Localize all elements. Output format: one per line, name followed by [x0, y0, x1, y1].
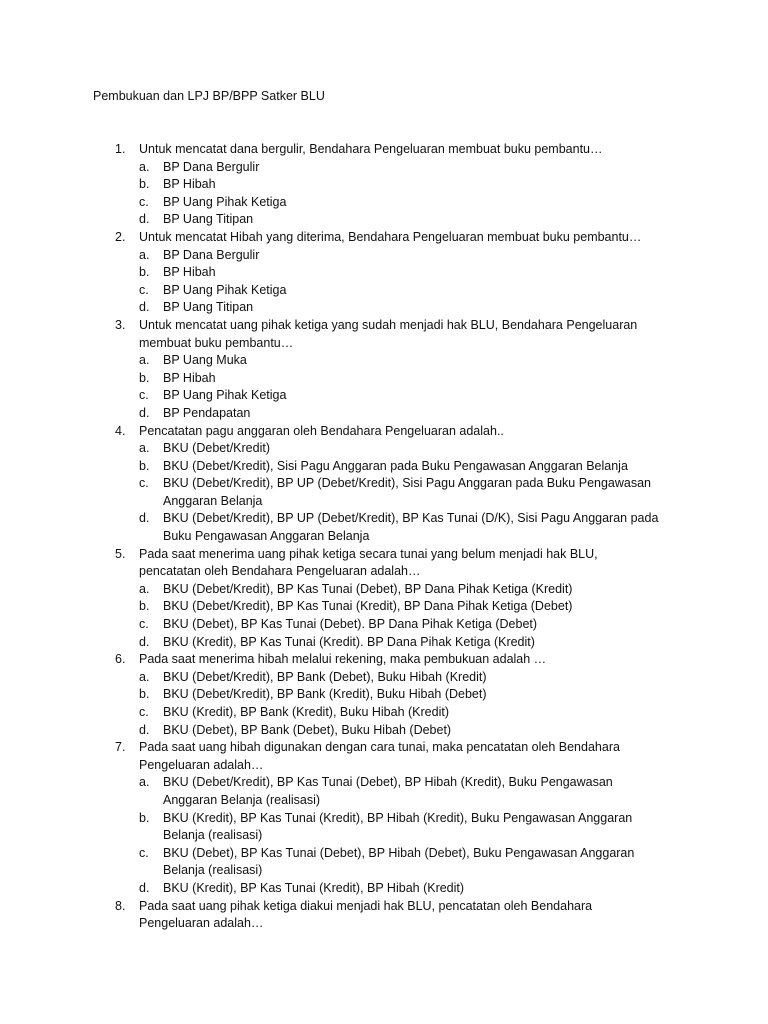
answer-option: [139, 370, 683, 388]
answer-option: [139, 405, 683, 423]
option-letter: c.: [139, 617, 149, 632]
option-text: BKU (Debet), BP Kas Tunai (Debet), BP Hibah (Debet), Buku Pengawasan Anggaran Belanja (realisasi): [163, 845, 635, 878]
option-text: BKU (Debet/Kredit), BP UP (Debet/Kredit), BP Kas Tunai (D/K), Sisi Pagu Anggaran pada Buku Pengawasan Anggaran Belanja: [163, 511, 659, 544]
answer-option: [139, 880, 683, 898]
option-letter: d.: [139, 212, 150, 227]
answer-option: [139, 510, 683, 545]
answer-option: [139, 475, 683, 510]
answer-option: [139, 774, 683, 809]
question-item: [93, 141, 683, 229]
option-text: BP Uang Pihak Ketiga: [163, 388, 287, 403]
option-text: BKU (Debet/Kredit): [163, 441, 270, 456]
answer-option: [139, 264, 683, 282]
option-letter: c.: [139, 282, 149, 297]
document-title: Pembukuan dan LPJ BP/BPP Satker BLU: [93, 89, 325, 103]
answer-option: [139, 387, 683, 405]
option-text: BP Dana Bergulir: [163, 247, 260, 262]
question-text: Pencatatan pagu anggaran oleh Bendahara Pengeluaran adalah..: [139, 423, 504, 438]
option-text: BKU (Debet/Kredit), Sisi Pagu Anggaran pada Buku Pengawasan Anggaran Belanja: [163, 458, 628, 473]
option-letter: b.: [139, 370, 150, 385]
option-text: BKU (Debet/Kredit), BP Kas Tunai (Debet), BP Hibah (Kredit), Buku Pengawasan Anggaran Belanja (realisasi): [163, 775, 613, 807]
option-letter: b.: [139, 458, 150, 473]
answer-option: [139, 810, 683, 845]
answer-option: [139, 634, 683, 652]
option-text: BP Uang Pihak Ketiga: [163, 282, 287, 297]
answer-option: [139, 159, 683, 177]
answer-option: [139, 458, 683, 476]
option-letter: c.: [139, 388, 149, 403]
option-text: BP Hibah: [163, 370, 216, 385]
option-text: BP Uang Titipan: [163, 300, 254, 315]
answer-option: [139, 845, 683, 880]
answer-option: [139, 211, 683, 229]
option-text: BP Uang Pihak Ketiga: [163, 194, 287, 209]
option-letter: a.: [139, 159, 150, 174]
answer-option: [139, 282, 683, 300]
option-letter: d.: [139, 511, 150, 526]
answer-option: [139, 247, 683, 265]
option-letter: a.: [139, 581, 150, 596]
option-text: BP Dana Bergulir: [163, 159, 260, 174]
option-letter: b.: [139, 177, 150, 192]
option-text: BKU (Kredit), BP Kas Tunai (Kredit), BP Hibah (Kredit), Buku Pengawasan Anggaran Belanja (realisasi): [163, 810, 633, 843]
answer-option: [139, 440, 683, 458]
question-number: 7.: [115, 740, 126, 755]
option-letter: d.: [139, 405, 150, 420]
answer-option: [139, 299, 683, 317]
option-text: BKU (Debet/Kredit), BP UP (Debet/Kredit), Sisi Pagu Anggaran pada Buku Pengawasan Anggaran Belanja: [163, 476, 652, 508]
option-text: BP Hibah: [163, 265, 216, 280]
option-letter: b.: [139, 265, 150, 280]
question-item: [93, 423, 683, 546]
option-text: BKU (Debet/Kredit), BP Bank (Kredit), Buku Hibah (Debet): [163, 687, 487, 702]
question-list: [93, 141, 683, 933]
question-item: [93, 651, 683, 739]
option-letter: a.: [139, 669, 150, 684]
answer-option: [139, 686, 683, 704]
option-text: BP Uang Muka: [163, 353, 247, 368]
option-letter: d.: [139, 634, 150, 649]
option-text: BKU (Debet), BP Kas Tunai (Debet). BP Dana Pihak Ketiga (Debet): [163, 617, 538, 632]
question-item: [93, 739, 683, 897]
question-text: Pada saat uang pihak ketiga diakui menjadi hak BLU, pencatatan oleh Bendahara Pengeluaran adalah…: [139, 898, 593, 931]
question-number: 8.: [115, 898, 126, 913]
option-letter: b.: [139, 599, 150, 614]
option-text: BKU (Kredit), BP Kas Tunai (Kredit), BP Hibah (Kredit): [163, 880, 465, 895]
answer-option: [139, 722, 683, 740]
option-letter: d.: [139, 722, 150, 737]
option-letter: b.: [139, 687, 150, 702]
question-text: Untuk mencatat uang pihak ketiga yang sudah menjadi hak BLU, Bendahara Pengeluaran membuat buku pembantu…: [139, 317, 638, 350]
option-letter: a.: [139, 247, 150, 262]
option-text: BKU (Debet), BP Bank (Debet), Buku Hibah (Debet): [163, 722, 452, 737]
question-number: 4.: [115, 423, 126, 438]
question-text: Pada saat menerima hibah melalui rekening, maka pembukuan adalah …: [139, 652, 547, 667]
question-number: 6.: [115, 652, 126, 667]
answer-option: [139, 598, 683, 616]
option-letter: b.: [139, 810, 150, 825]
option-text: BKU (Debet/Kredit), BP Kas Tunai (Kredit), BP Dana Pihak Ketiga (Debet): [163, 599, 573, 614]
option-letter: c.: [139, 705, 149, 719]
option-text: BP Pendapatan: [163, 405, 251, 420]
question-item: [93, 898, 683, 933]
answer-option: [139, 194, 683, 212]
question-number: 1.: [115, 142, 126, 156]
answer-option: [139, 669, 683, 687]
option-letter: a.: [139, 441, 150, 456]
question-text: Untuk mencatat Hibah yang diterima, Bendahara Pengeluaran membuat buku pembantu…: [139, 229, 642, 244]
option-letter: c.: [139, 194, 149, 209]
question-text: Pada saat uang hibah digunakan dengan cara tunai, maka pencatatan oleh Bendahara Pengeluaran adalah…: [139, 740, 620, 772]
option-text: BP Uang Titipan: [163, 212, 254, 227]
answer-option: [139, 704, 683, 722]
answer-option: [139, 581, 683, 599]
option-text: BKU (Kredit), BP Kas Tunai (Kredit). BP Dana Pihak Ketiga (Kredit): [163, 634, 535, 649]
option-text: BKU (Debet/Kredit), BP Bank (Debet), Buku Hibah (Kredit): [163, 669, 487, 684]
answer-option: [139, 616, 683, 634]
option-text: BP Hibah: [163, 177, 216, 192]
question-text: Pada saat menerima uang pihak ketiga secara tunai yang belum menjadi hak BLU, pencatatan oleh Bendahara Pengeluaran adalah…: [139, 546, 598, 579]
option-letter: a.: [139, 353, 150, 368]
option-text: BKU (Debet/Kredit), BP Kas Tunai (Debet), BP Dana Pihak Ketiga (Kredit): [163, 581, 573, 596]
option-letter: d.: [139, 300, 150, 315]
option-letter: c.: [139, 845, 149, 860]
option-letter: a.: [139, 775, 150, 790]
question-item: [93, 317, 683, 423]
question-text: Untuk mencatat dana bergulir, Bendahara Pengeluaran membuat buku pembantu…: [139, 142, 603, 156]
answer-option: [139, 176, 683, 194]
option-letter: d.: [139, 880, 150, 895]
answer-option: [139, 352, 683, 370]
question-item: [93, 229, 683, 317]
question-number: 2.: [115, 229, 126, 244]
question-number: 3.: [115, 317, 126, 332]
option-text: BKU (Kredit), BP Bank (Kredit), Buku Hibah (Kredit): [163, 705, 449, 719]
question-item: [93, 546, 683, 652]
question-number: 5.: [115, 546, 126, 561]
option-letter: c.: [139, 476, 149, 491]
